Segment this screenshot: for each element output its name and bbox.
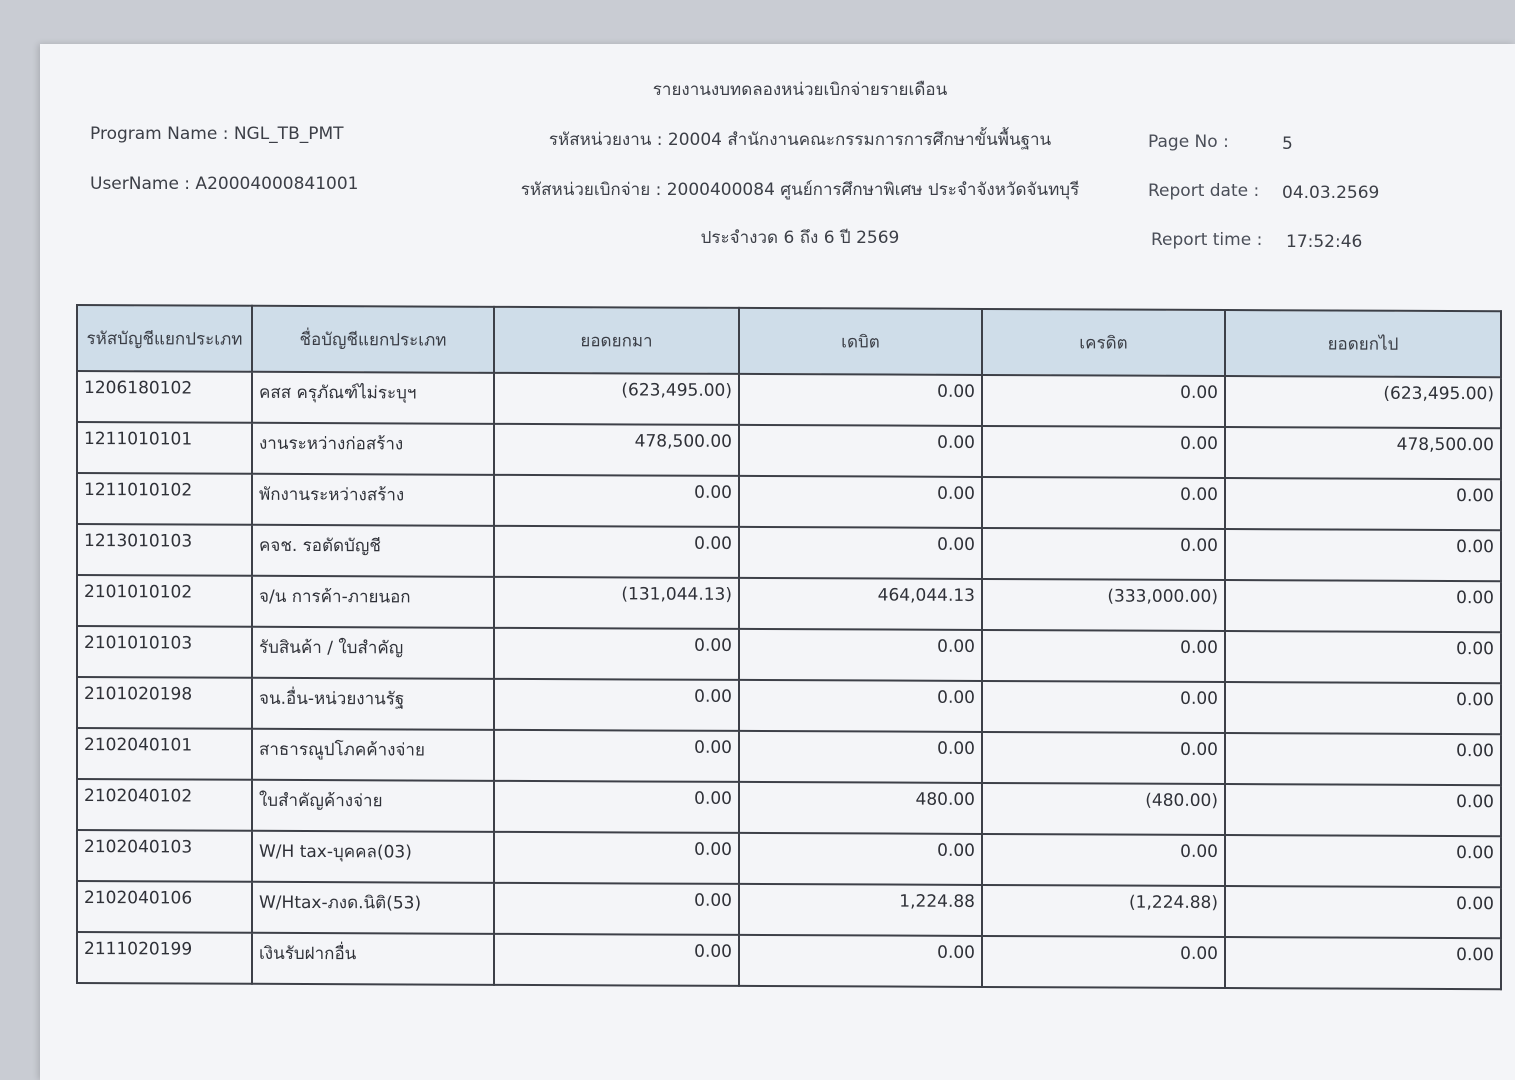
opening-balance-cell: (131,044.13) (494, 577, 739, 629)
account-name-cell: จ/น การค้า-ภายนอก (252, 576, 494, 628)
opening-balance-cell: (623,495.00) (494, 373, 739, 425)
account-code-cell: 2101010102 (77, 575, 252, 627)
table-row (77, 473, 1501, 530)
report-period: ประจำงวด 6 ถึง 6 ปี 2569 (700, 228, 900, 248)
program-name: Program Name : NGL_TB_PMT (90, 124, 344, 144)
account-name-cell: งานระหว่างก่อสร้าง (252, 423, 494, 475)
account-name-cell: W/Htax-ภงด.นิติ(53) (252, 882, 494, 934)
report-title: รายงานงบทดลองหน่วยเบิกจ่ายรายเดือน (652, 80, 948, 100)
table-body (77, 371, 1501, 989)
table-row (77, 881, 1501, 938)
report-date-label: Report date : (1148, 181, 1260, 201)
table-row (77, 371, 1501, 428)
report-date-value: 04.03.2569 (1282, 183, 1380, 203)
opening-balance-cell: 0.00 (494, 628, 739, 680)
opening-balance-cell: 0.00 (494, 679, 739, 731)
closing-balance-cell: 0.00 (1225, 733, 1501, 785)
account-name-cell: คสส ครุภัณฑ์ไม่ระบุฯ (252, 372, 494, 424)
account-code-cell: 2101020198 (77, 677, 252, 729)
account-name-cell: สาธารณูปโภคค้างจ่าย (252, 729, 494, 781)
debit-cell: 1,224.88 (739, 884, 982, 936)
credit-cell: 0.00 (982, 375, 1225, 427)
debit-cell: 480.00 (739, 782, 982, 834)
account-code-cell: 1211010101 (77, 422, 252, 474)
account-name-cell: ใบสำคัญค้างจ่าย (252, 780, 494, 832)
trial-balance-table (76, 304, 1502, 990)
report-page (40, 44, 1515, 1080)
debit-cell: 0.00 (739, 374, 982, 426)
col-header-credit: เครดิต (982, 309, 1225, 376)
debit-cell: 0.00 (739, 629, 982, 681)
closing-balance-cell: 0.00 (1225, 478, 1501, 530)
account-code-cell: 1213010103 (77, 524, 252, 576)
credit-cell: (480.00) (982, 783, 1225, 835)
account-name-cell: เงินรับฝากอื่น (252, 933, 494, 985)
col-header-closing-balance: ยอดยกไป (1225, 310, 1501, 377)
table-row (77, 626, 1501, 683)
page-no-value: 5 (1282, 134, 1293, 154)
account-name-cell: พักงานระหว่างสร้าง (252, 474, 494, 526)
credit-cell: (333,000.00) (982, 579, 1225, 631)
debit-cell: 0.00 (739, 731, 982, 783)
credit-cell: 0.00 (982, 732, 1225, 784)
credit-cell: 0.00 (982, 936, 1225, 988)
opening-balance-cell: 0.00 (494, 526, 739, 578)
closing-balance-cell: 478,500.00 (1225, 427, 1501, 479)
account-code-cell: 1206180102 (77, 371, 252, 423)
credit-cell: 0.00 (982, 426, 1225, 478)
disbursing-unit: รหัสหน่วยเบิกจ่าย : 2000400084 ศูนย์การศึกษาพิเศษ ประจำจังหวัดจันทบุรี (520, 180, 1080, 200)
table-row (77, 524, 1501, 581)
account-code-cell: 2102040101 (77, 728, 252, 780)
table-row (77, 932, 1501, 989)
page-no-label: Page No : (1148, 132, 1229, 152)
opening-balance-cell: 478,500.00 (494, 424, 739, 476)
table-row (77, 830, 1501, 887)
closing-balance-cell: 0.00 (1225, 580, 1501, 632)
opening-balance-cell: 0.00 (494, 475, 739, 527)
table-row (77, 575, 1501, 632)
opening-balance-cell: 0.00 (494, 832, 739, 884)
account-name-cell: W/H tax-บุคคล(03) (252, 831, 494, 883)
debit-cell: 0.00 (739, 476, 982, 528)
credit-cell: 0.00 (982, 630, 1225, 682)
closing-balance-cell: 0.00 (1225, 937, 1501, 989)
opening-balance-cell: 0.00 (494, 883, 739, 935)
table-row (77, 677, 1501, 734)
closing-balance-cell: 0.00 (1225, 835, 1501, 887)
account-name-cell: จน.อื่น-หน่วยงานรัฐ (252, 678, 494, 730)
debit-cell: 0.00 (739, 935, 982, 987)
closing-balance-cell: 0.00 (1225, 529, 1501, 581)
account-code-cell: 1211010102 (77, 473, 252, 525)
table-header-row (77, 305, 1501, 377)
opening-balance-cell: 0.00 (494, 730, 739, 782)
table-row (77, 422, 1501, 479)
user-name: UserName : A20004000841001 (90, 174, 359, 194)
closing-balance-cell: 0.00 (1225, 682, 1501, 734)
account-code-cell: 2102040102 (77, 779, 252, 831)
account-code-cell: 2102040103 (77, 830, 252, 882)
col-header-account-code: รหัสบัญชีแยกประเภท (77, 305, 252, 372)
report-time-label: Report time : (1151, 230, 1263, 250)
report-time-value: 17:52:46 (1286, 232, 1363, 252)
debit-cell: 0.00 (739, 833, 982, 885)
credit-cell: 0.00 (982, 477, 1225, 529)
debit-cell: 0.00 (739, 425, 982, 477)
table-row (77, 728, 1501, 785)
account-name-cell: รับสินค้า / ใบสำคัญ (252, 627, 494, 679)
credit-cell: 0.00 (982, 528, 1225, 580)
credit-cell: (1,224.88) (982, 885, 1225, 937)
unit-code: รหัสหน่วยงาน : 20004 สำนักงานคณะกรรมการการศึกษาขั้นพื้นฐาน (548, 130, 1052, 150)
closing-balance-cell: 0.00 (1225, 631, 1501, 683)
account-name-cell: คจช. รอตัดบัญชี (252, 525, 494, 577)
credit-cell: 0.00 (982, 834, 1225, 886)
debit-cell: 464,044.13 (739, 578, 982, 630)
account-code-cell: 2111020199 (77, 932, 252, 984)
account-code-cell: 2101010103 (77, 626, 252, 678)
account-code-cell: 2102040106 (77, 881, 252, 933)
opening-balance-cell: 0.00 (494, 781, 739, 833)
table-row (77, 779, 1501, 836)
col-header-debit: เดบิต (739, 308, 982, 375)
closing-balance-cell: (623,495.00) (1225, 376, 1501, 428)
debit-cell: 0.00 (739, 680, 982, 732)
opening-balance-cell: 0.00 (494, 934, 739, 986)
closing-balance-cell: 0.00 (1225, 886, 1501, 938)
col-header-opening-balance: ยอดยกมา (494, 307, 739, 374)
col-header-account-name: ชื่อบัญชีแยกประเภท (252, 306, 494, 373)
closing-balance-cell: 0.00 (1225, 784, 1501, 836)
debit-cell: 0.00 (739, 527, 982, 579)
credit-cell: 0.00 (982, 681, 1225, 733)
